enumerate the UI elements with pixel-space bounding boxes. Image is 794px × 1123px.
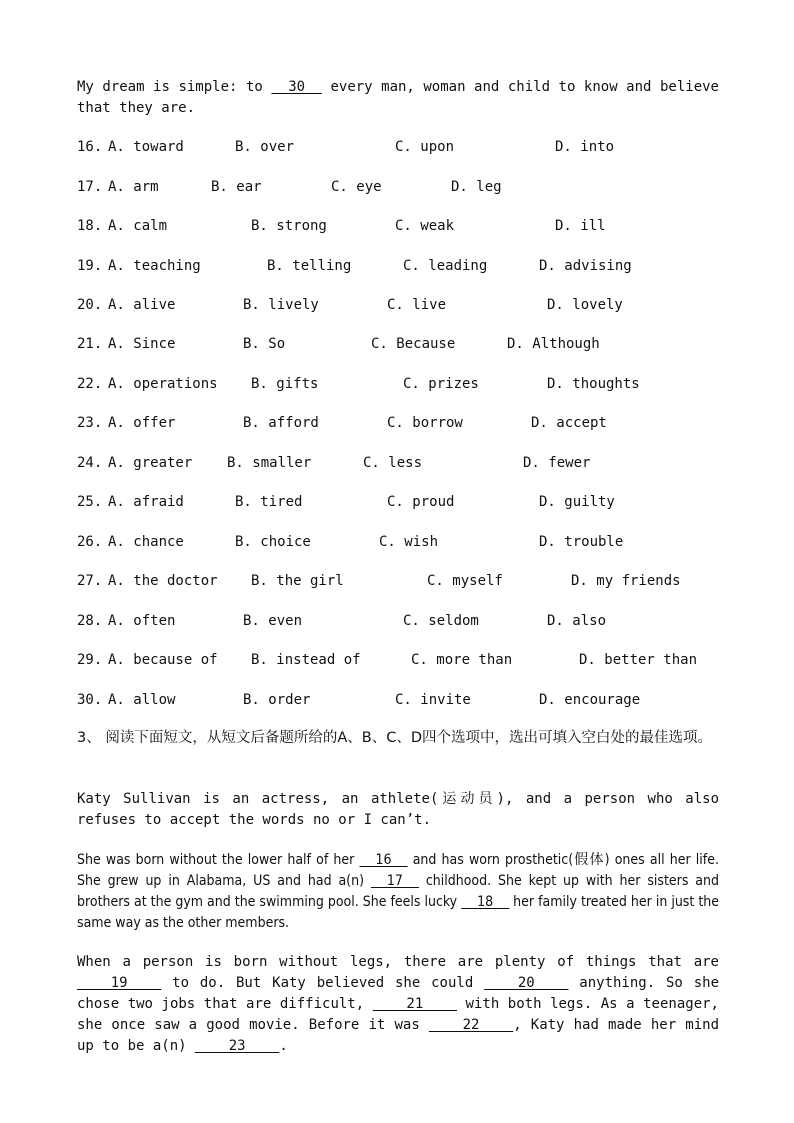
blank-23: 23 [195,1038,280,1054]
option-b: B. even [243,613,303,629]
question-number: 20. [77,297,103,313]
option-b: B. instead of [251,652,361,668]
option-a: A. because of [108,652,218,668]
option-b: B. the girl [251,573,344,589]
question-number: 17. [77,179,103,195]
option-row-23 [77,413,607,433]
question-number: 29. [77,652,103,668]
option-c: C. invite [395,692,471,708]
option-d: D. also [547,613,607,629]
passage-text: , Katy had made her mind up to be a(n) [77,1017,720,1054]
option-c: C. proud [387,494,455,510]
option-d: D. thoughts [547,376,640,392]
option-d: D. ill [555,218,606,234]
blank-18: 18 [461,894,510,910]
option-a: A. calm [108,218,168,234]
option-d: D. lovely [547,297,623,313]
option-d: D. my friends [571,573,681,589]
blank-20: 20 [484,975,569,991]
option-row-30 [77,690,641,710]
option-a: A. often [108,613,176,629]
question-number: 24. [77,455,103,471]
option-c: C. eye [331,179,382,195]
passage-text: . [279,1038,288,1054]
question-number: 23. [77,415,103,431]
option-d: D. trouble [539,534,624,550]
option-c: C. borrow [387,415,463,431]
option-row-17 [77,177,502,197]
option-row-19 [77,256,632,276]
question-number: 25. [77,494,103,510]
option-row-28 [77,611,607,631]
option-b: B. So [243,336,286,352]
option-b: B. tired [235,494,303,510]
option-c: C. leading [403,258,488,274]
question-number: 16. [77,139,103,155]
option-b: B. smaller [227,455,312,471]
question-number: 30. [77,692,103,708]
option-b: B. order [243,692,311,708]
passage-text: and has worn prosthetic(假体) ones all her life. She grew up in Alabama, US and had a(n) [77,852,719,889]
blank-22: 22 [428,1017,514,1033]
passage-paragraph-3 [77,952,719,1057]
option-a: A. afraid [108,494,184,510]
option-a: A. offer [108,415,176,431]
option-c: C. live [387,297,447,313]
question-number: 26. [77,534,103,550]
passage-text: with both legs. As a teenager, she once saw a good movie. Before it was [77,996,719,1033]
option-a: A. allow [108,692,176,708]
option-c: C. weak [395,218,455,234]
option-d: D. guilty [539,494,615,510]
option-c: C. myself [427,573,503,589]
option-d: D. advising [539,258,632,274]
option-a: A. operations [108,376,218,392]
option-row-27 [77,571,681,591]
option-row-24 [77,453,591,473]
option-b: B. ear [211,179,262,195]
passage-paragraph-1: Katy Sullivan is an actress, an athlete(运动员), and a person who also refuses to accept the words no or I can’t. [77,791,719,828]
section-3-heading: 3、 阅读下面短文，从短文后备题所给的A、B、C、D四个选项中，选出可填入空白处的最佳选项。 [77,730,712,746]
option-b: B. afford [243,415,319,431]
option-a: A. teaching [108,258,201,274]
blank-16: 16 [359,852,408,868]
question-number: 18. [77,218,103,234]
option-row-26 [77,532,624,552]
passage-text: She was born without the lower half of her [77,852,360,868]
passage-paragraph-2 [77,850,719,934]
option-c: C. seldom [403,613,479,629]
question-number: 19. [77,258,103,274]
passage-text: childhood. She kept up with her sisters and brothers at the gym and the swimming pool. She feels lucky [77,873,719,910]
option-c: C. wish [379,534,439,550]
option-row-21 [77,334,600,354]
passage-text: to do. But Katy believed she could [161,975,485,991]
option-row-16 [77,137,615,157]
question-number: 28. [77,613,103,629]
passage-text: her family treated her in just the same way as the other members. [77,894,719,931]
option-c: C. less [363,455,423,471]
option-a: A. the doctor [108,573,218,589]
option-d: D. Although [507,336,600,352]
option-b: B. choice [235,534,311,550]
blank-30: 30 [271,79,322,95]
option-d: D. better than [579,652,698,668]
option-a: A. greater [108,455,193,471]
option-b: B. telling [267,258,352,274]
intro-text-before: My dream is simple: to [77,79,272,95]
option-a: A. arm [108,179,159,195]
option-a: A. Since [108,336,176,352]
option-row-29 [77,650,698,670]
option-row-18 [77,216,606,236]
question-number: 21. [77,336,103,352]
option-row-20 [77,295,623,315]
option-c: C. more than [411,652,513,668]
option-d: D. leg [451,179,502,195]
option-row-25 [77,492,615,512]
option-c: C. upon [395,139,455,155]
option-a: A. chance [108,534,184,550]
intro-paragraph [77,77,719,119]
question-number: 27. [77,573,103,589]
option-c: C. prizes [403,376,479,392]
passage-text: When a person is born without legs, there are plenty of things that are [77,954,719,970]
option-d: D. encourage [539,692,641,708]
intro-text-after: every man, woman and child to know and believe that they are. [77,79,719,116]
option-d: D. into [555,139,615,155]
blank-21: 21 [372,996,457,1012]
option-b: B. gifts [251,376,319,392]
option-a: A. toward [108,139,184,155]
option-c: C. Because [371,336,456,352]
option-b: B. over [235,139,295,155]
blank-19: 19 [77,975,162,991]
option-a: A. alive [108,297,176,313]
question-number: 22. [77,376,103,392]
passage-text: anything. So she chose two jobs that are difficult, [77,975,719,1012]
option-b: B. strong [251,218,327,234]
option-b: B. lively [243,297,319,313]
option-d: D. fewer [523,455,591,471]
blank-17: 17 [370,873,419,889]
option-d: D. accept [531,415,607,431]
option-row-22 [77,374,640,394]
